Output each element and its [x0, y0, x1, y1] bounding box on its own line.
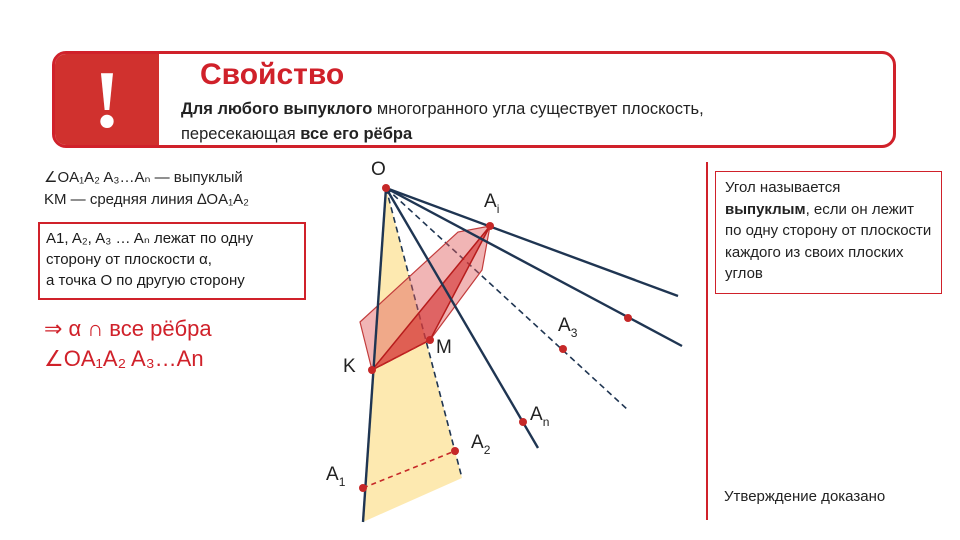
plane-line-1: A1, A₂, A₃ … Aₙ лежат по одну: [46, 230, 254, 247]
conclusion-line-1: ⇒ α ∩ все рёбра: [44, 316, 212, 341]
label-a1: $A_1$: [326, 464, 346, 489]
label-an: $A_n$: [530, 404, 550, 429]
point-far: [624, 314, 632, 322]
point-k: [368, 366, 376, 374]
exclamation-icon: !: [55, 54, 159, 145]
label-a2: $A_2$: [471, 432, 491, 457]
plane-line-3: а точка O по другую сторону: [46, 272, 245, 289]
divider-line: [706, 162, 708, 520]
point-o: [382, 184, 390, 192]
plane-line-2: сторону от плоскости α,: [46, 251, 212, 268]
label-a3: $A_3$: [558, 315, 578, 340]
definition-box: Угол называется выпуклым, если он лежит по одну сторону от плоскости каждого из своих плоских углов: [715, 171, 942, 294]
point-m: [426, 336, 434, 344]
point-ai: [486, 222, 494, 230]
point-a3: [559, 345, 567, 353]
banner-title: Свойство: [200, 58, 345, 91]
label-k: K: [343, 356, 356, 377]
label-o: O: [371, 159, 386, 180]
proved-text: Утверждение доказано: [724, 488, 886, 505]
conclusion-line-2: ∠OA₁A₂ A₃…An: [44, 346, 204, 371]
point-a2: [451, 447, 459, 455]
label-ai: $A_i$: [484, 191, 500, 216]
given-line-2: KM — средняя линия ∆OA₁A₂: [44, 191, 249, 208]
point-a1: [359, 484, 367, 492]
given-line-1: ∠OA₁A₂ A₃…Aₙ — выпуклый: [44, 169, 243, 186]
banner-statement: Для любого выпуклого многогранного угла существует плоскость, пересекающая все его рёбра: [181, 100, 704, 143]
point-an: [519, 418, 527, 426]
label-m: M: [436, 337, 452, 358]
